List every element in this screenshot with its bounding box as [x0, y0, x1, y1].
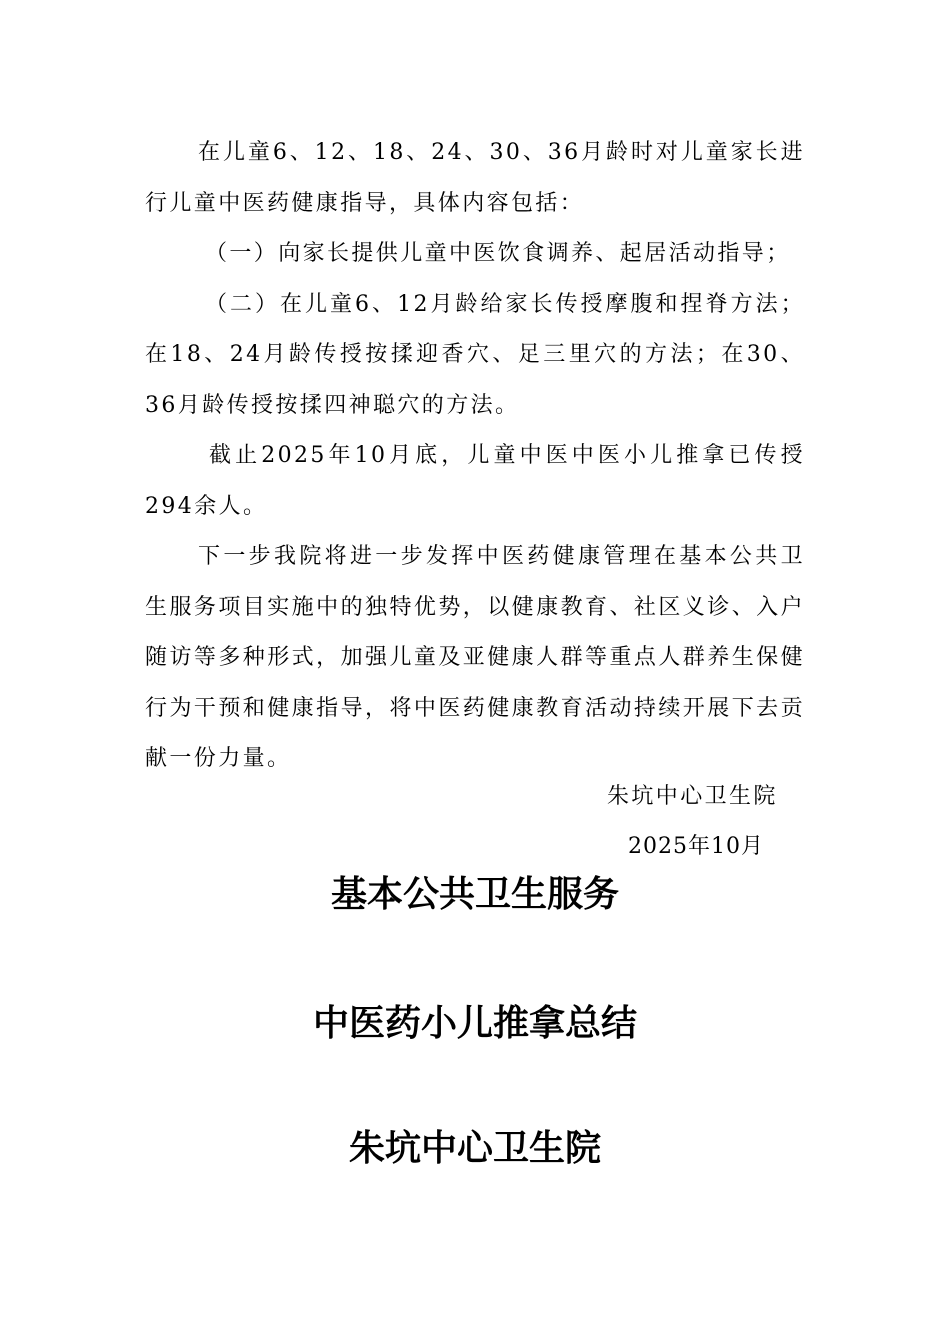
paragraph-next-steps: 下一步我院将进一步发挥中医药健康管理在基本公共卫生服务项目实施中的独特优势，以健康教育、社区义诊、入户随访等多种形式，加强儿童及亚健康人群等重点人群养生保健行为干预和健康指导，将中医药健康教育活动持续开展下去贡献一份力量。 [145, 544, 805, 771]
signature-organization: 朱坑中心卫生院 [607, 784, 778, 809]
cover-title-line-2: 中医药小儿推拿总结 [312, 1003, 637, 1044]
paragraph-item-one: （一）向家长提供儿童中医饮食调养、起居活动指导； [205, 241, 791, 266]
signature-date: 2025年10月 [628, 834, 764, 859]
cover-title-line-3: 朱坑中心卫生院 [348, 1128, 601, 1169]
paragraph-guidance-intro: 在儿童6、12、18、24、30、36月龄时对儿童家长进行儿童中医药健康指导，具体内容包括： [145, 140, 805, 216]
paragraph-statistics: 截止2025年10月底，儿童中医中医小儿推拿已传授294余人。 [145, 443, 805, 519]
report-body [145, 128, 805, 785]
paragraph-item-two: （二）在儿童6、12月龄给家长传授摩腹和捏脊方法；在18、24月龄传授按揉迎香穴、足三里穴的方法；在30、36月龄传授按揉四神聪穴的方法。 [145, 291, 805, 418]
cover-title-line-1: 基本公共卫生服务 [330, 874, 619, 915]
